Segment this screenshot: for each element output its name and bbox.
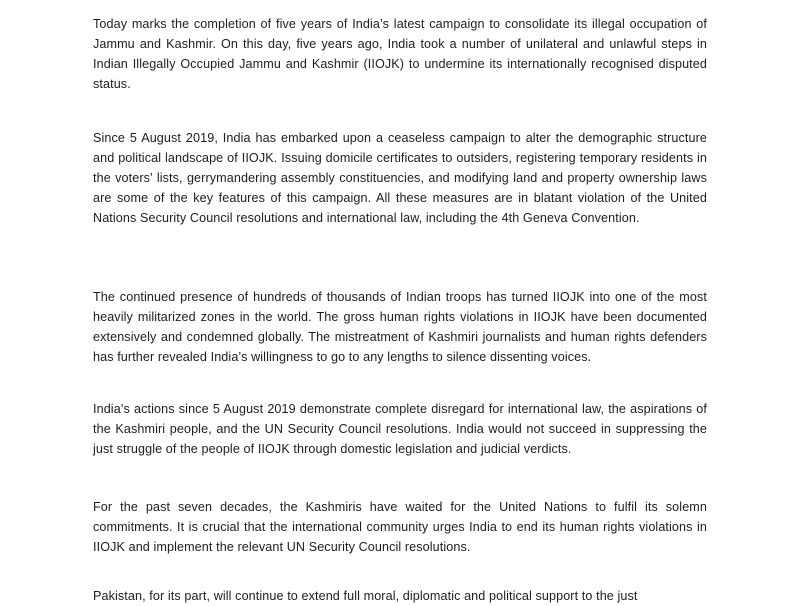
paragraph: For the past seven decades, the Kashmiris have waited for the United Nations to fulfil its solemn commitments. It is crucial that the international community urges India to end its human rights violations in IIOJK and implement the relevant UN Security Council resolutions.: [93, 500, 707, 554]
paragraph: Today marks the completion of five years of India’s latest campaign to consolidate its illegal occupation of Jammu and Kashmir. On this day, five years ago, India took a number of unilateral and unlawful steps in Indian Illegally Occupied Jammu and Kashmir (IIOJK) to undermine its internationally recognised disputed status.: [93, 17, 707, 91]
paragraph: The continued presence of hundreds of thousands of Indian troops has turned IIOJK into one of the most heavily militarized zones in the world. The gross human rights violations in IIOJK have been documented extensively and condemned globally. The mistreatment of Kashmiri journalists and human rights defenders has further revealed India’s willingness to go to any lengths to silence dissenting voices.: [93, 290, 707, 364]
paragraph: Since 5 August 2019, India has embarked upon a ceaseless campaign to alter the demographic structure and political landscape of IIOJK. Issuing domicile certificates to outsiders, registering temporary residents in the voters’ lists, gerrymandering assembly constituencies, and modifying land and property ownership laws are some of the key features of this campaign. All these measures are in blatant violation of the United Nations Security Council resolutions and international law, including the 4th Geneva Convention.: [93, 131, 707, 225]
paragraph: India’s actions since 5 August 2019 demonstrate complete disregard for international law, the aspirations of the Kashmiri people, and the UN Security Council resolutions. India would not succeed in suppressing the just struggle of the people of IIOJK through domestic legislation and judicial verdicts.: [93, 402, 707, 456]
paragraph-clipped: Pakistan, for its part, will continue to extend full moral, diplomatic and political support to the just: [93, 589, 638, 603]
